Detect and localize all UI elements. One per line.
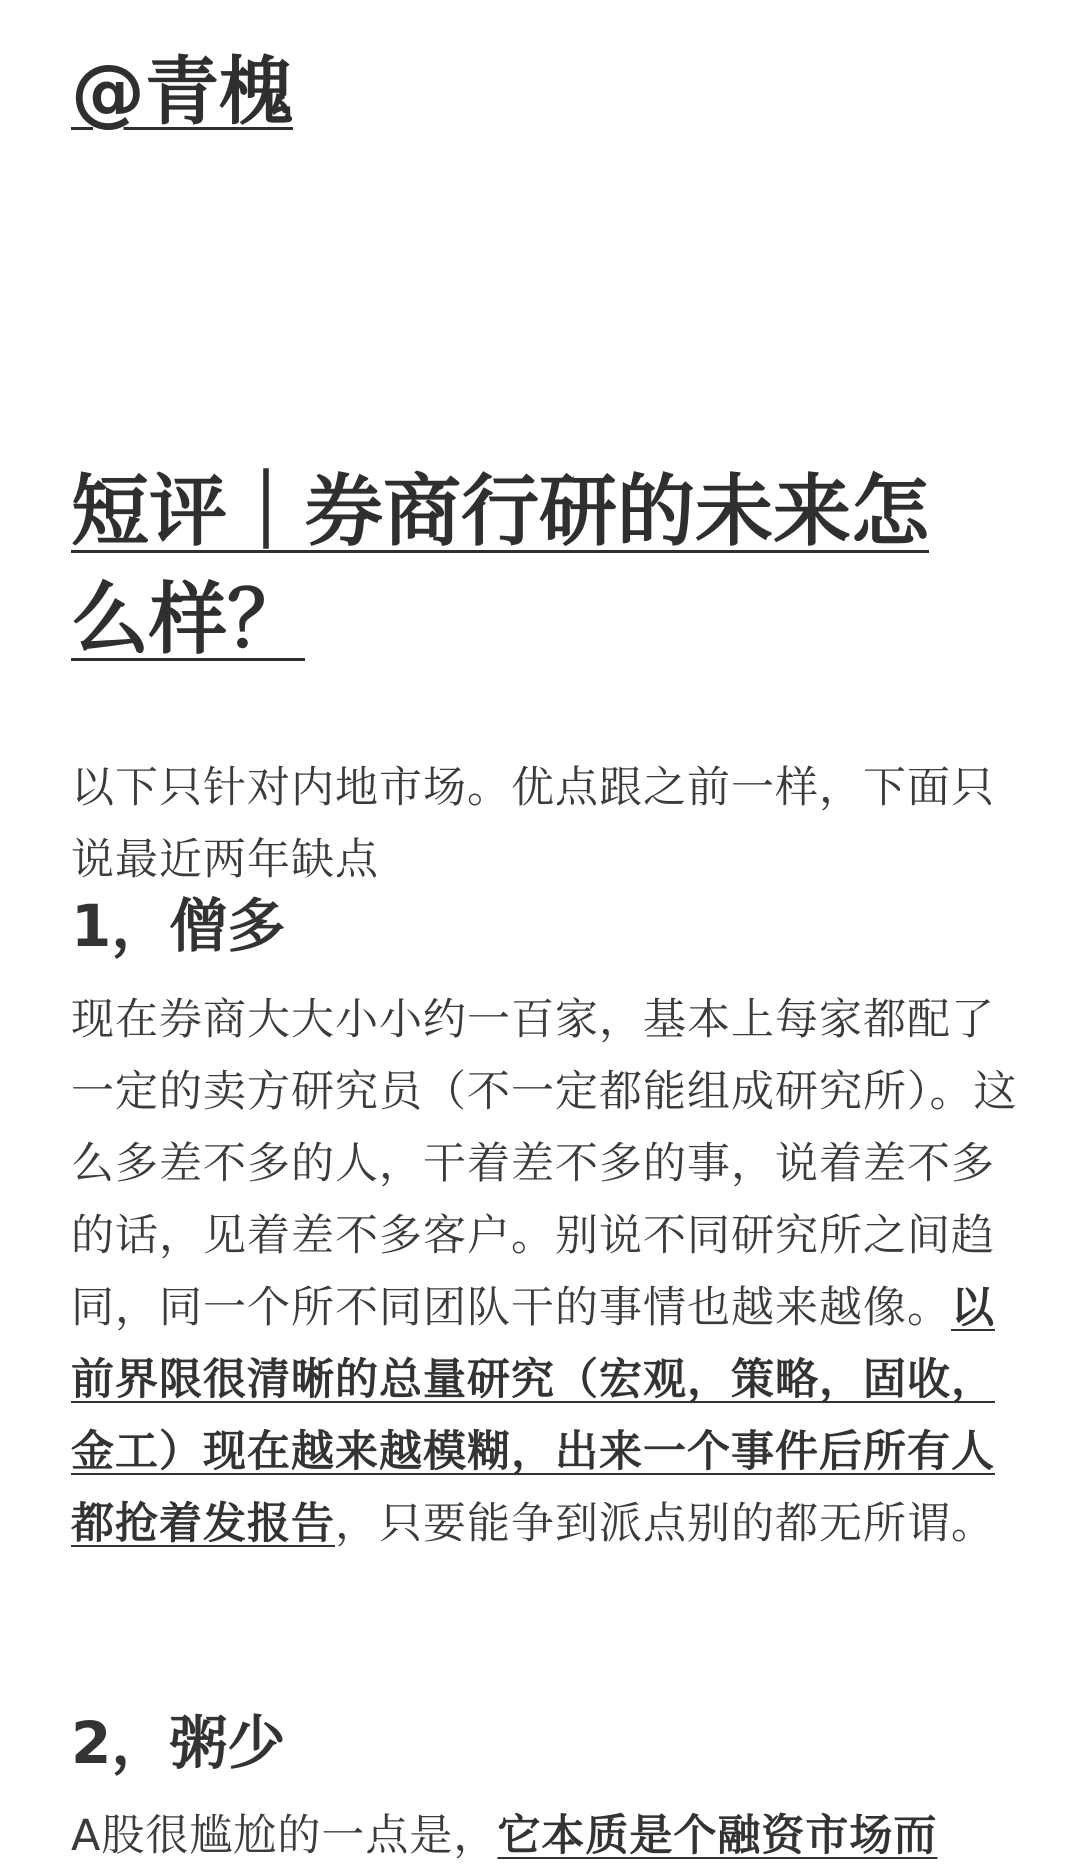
- section-1-heading: 1，僧多: [71, 892, 286, 960]
- intro-paragraph: 以下只针对内地市场。优点跟之前一样，下面只说最近两年缺点: [71, 763, 995, 885]
- section-2-heading: 2，粥少: [71, 1709, 286, 1777]
- section-2-paragraph: [71, 1800, 1021, 1872]
- section-1-text-a: 现在券商大大小小约一百家，基本上每家都配了一定的卖方研究员（不一定都能组成研究所）。这么多差不多的人，干着差不多的事，说着差不多的话，见着差不多客户。别说不同研究所之间趋同，同一个所不同团队干的事情也越来越像。: [71, 995, 1018, 1333]
- section-2-text-a: A股很尴尬的一点是，: [71, 1811, 498, 1861]
- top-fade: [0, 0, 1080, 26]
- section-1-underlined-text: 以前界限很清晰的总量研究（宏观，策略，固收，金工）现在越来越模糊，出来一个事件后所有人都抢着发报告: [71, 1283, 995, 1549]
- author-link[interactable]: @青槐: [71, 49, 293, 135]
- section-1-text-b: ，只要能争到派点别的都无所谓。: [335, 1499, 995, 1549]
- article-title[interactable]: 短评｜券商行研的未来怎么样？: [71, 467, 930, 665]
- section-1-paragraph: [71, 984, 1021, 1560]
- section-2-underlined-text: 它本质是个融资市场而: [497, 1811, 938, 1861]
